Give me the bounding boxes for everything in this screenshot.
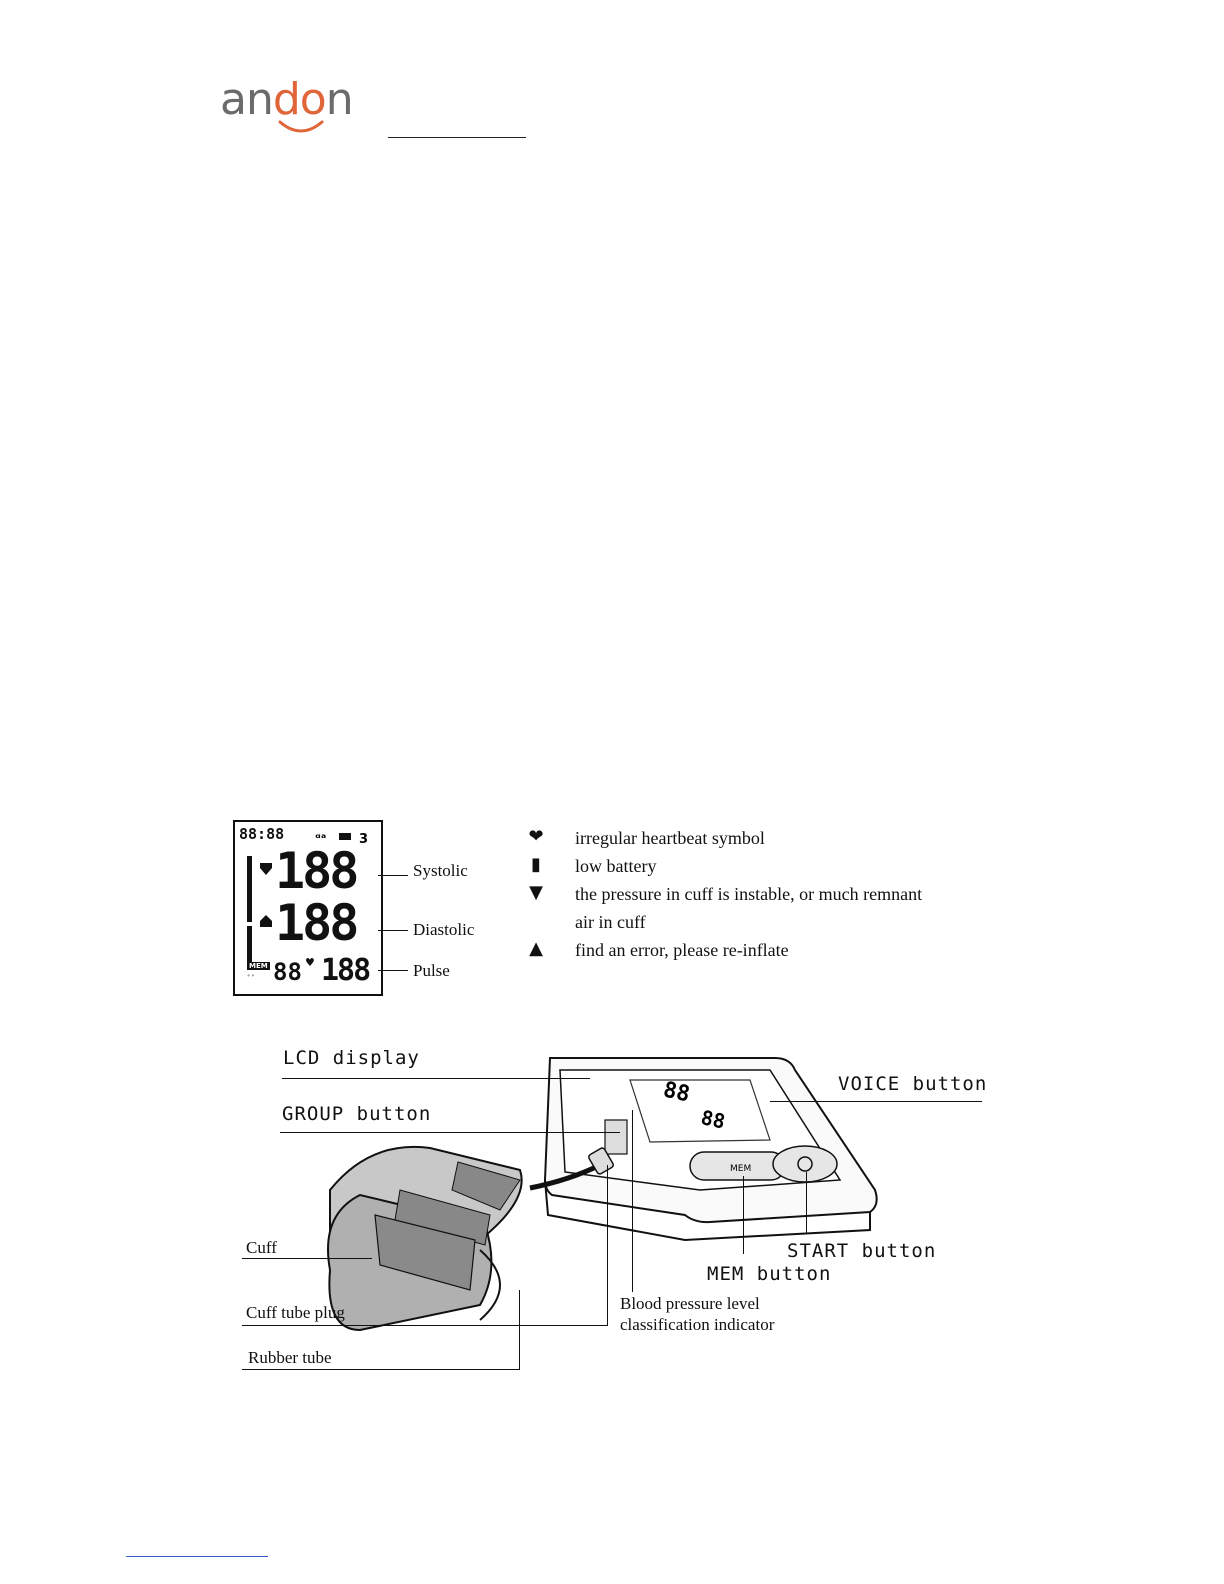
- lcd-systolic-digits: 188: [275, 842, 357, 900]
- brand-logo: [220, 74, 353, 125]
- down-arrow-icon: [259, 862, 273, 876]
- bp-indicator-label-line1: Blood pressure level: [620, 1294, 760, 1313]
- logo-part: n: [325, 74, 353, 125]
- up-arrow-icon: ▲: [529, 938, 543, 959]
- device-start-button: [773, 1146, 837, 1182]
- legend-text-irregular-heartbeat: irregular heartbeat symbol: [575, 828, 765, 848]
- diastolic-label: Diastolic: [413, 920, 475, 939]
- lcd-heartbeat-icon: ♥: [305, 956, 315, 969]
- group-button-leader: [280, 1132, 620, 1133]
- down-arrow-icon: ▼: [529, 882, 543, 903]
- logo-smile-icon: [276, 118, 326, 138]
- bp-indicator-leader: [632, 1110, 633, 1292]
- legend-text-pressure-instable: the pressure in cuff is instable, or much remnant: [575, 884, 923, 904]
- footer-link-underline[interactable]: [126, 1556, 268, 1557]
- cuff-tube-plug-vertical-leader: [607, 1165, 608, 1325]
- low-battery-icon: ▮: [531, 854, 541, 875]
- mem-button-label: MEM button: [707, 1263, 832, 1285]
- irregular-heartbeat-icon: ❤: [528, 826, 544, 847]
- start-button-label: START button: [787, 1240, 937, 1262]
- lcd-display-leader: [282, 1078, 590, 1079]
- device-mem-text: MEM: [730, 1164, 752, 1174]
- start-button-leader: [806, 1172, 807, 1234]
- logo-accent-o: o: [299, 74, 326, 125]
- rubber-tube-vertical-leader: [519, 1290, 520, 1369]
- legend-text-low-battery: low battery: [575, 856, 657, 876]
- logo-accent-letter: d: [272, 74, 300, 125]
- systolic-leader: [378, 875, 408, 876]
- up-arrow-icon: [259, 914, 273, 928]
- header-rule: [388, 137, 526, 138]
- monitor-lcd: [630, 1077, 770, 1142]
- rubber-tube-leader: [242, 1369, 520, 1370]
- signal-icon: ᵅᵃ: [315, 831, 327, 845]
- lcd-pulse-digits: 188: [321, 953, 370, 988]
- cuff-leader: [242, 1258, 372, 1259]
- battery-icon: [339, 833, 351, 840]
- lcd-display-label: LCD display: [283, 1047, 420, 1069]
- group-button-label: GROUP button: [282, 1103, 432, 1125]
- bp-level-bar: [247, 856, 252, 922]
- legend-text-air-in-cuff: air in cuff: [575, 912, 646, 932]
- bp-indicator-label-line2: classification indicator: [620, 1315, 775, 1334]
- mem-button-leader: [743, 1176, 744, 1254]
- svg-text:88: 88: [698, 1105, 728, 1134]
- monitor-lcd-digits: 88: [660, 1077, 693, 1108]
- lcd-mem-badge: MEM: [249, 962, 268, 970]
- cuff-tube-plug-leader: [242, 1325, 608, 1326]
- diastolic-leader: [378, 930, 408, 931]
- group-icon: ﾞﾞ: [247, 975, 257, 985]
- pulse-leader: [378, 970, 408, 971]
- lcd-diagram-panel: [233, 820, 383, 996]
- cuff-label: Cuff: [246, 1238, 277, 1257]
- cuff-tube-plug-label: Cuff tube plug: [246, 1303, 345, 1322]
- legend-text-find-error: find an error, please re-inflate: [575, 940, 789, 960]
- lcd-top-digits: 88:88: [239, 825, 285, 843]
- voice-button-leader: [770, 1101, 982, 1102]
- systolic-label: Systolic: [413, 861, 468, 880]
- voice-button-label: VOICE button: [838, 1073, 988, 1095]
- voice-icon: 3: [359, 832, 369, 846]
- rubber-tube-label: Rubber tube: [248, 1348, 332, 1367]
- pulse-label: Pulse: [413, 961, 450, 980]
- lcd-group-digits: 88: [273, 958, 302, 986]
- lcd-diastolic-digits: 188: [275, 894, 357, 952]
- logo-part: an: [220, 74, 273, 125]
- device-group-button: [605, 1120, 627, 1154]
